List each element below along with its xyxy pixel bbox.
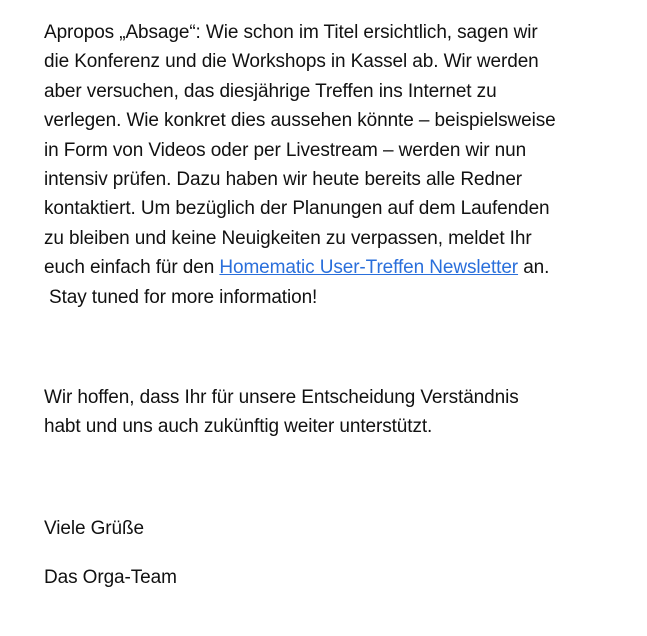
text-line: intensiv prüfen. Dazu haben wir heute bereits alle Redner <box>44 169 523 191</box>
paragraph-spacer <box>44 543 634 563</box>
newsletter-suffix-text: an. <box>518 257 550 279</box>
newsletter-link[interactable]: Homematic User-Treffen Newsletter <box>219 257 519 279</box>
closing-paragraph <box>44 383 634 442</box>
text-line: habt und uns auch zukünftig weiter unterstützt. <box>44 416 433 438</box>
paragraph-spacer <box>44 312 634 383</box>
paragraph-spacer <box>44 442 634 514</box>
newsletter-line <box>44 253 634 282</box>
announcement-paragraph <box>44 18 634 312</box>
text-line: die Konferenz und die Workshops in Kassel ab. Wir werden <box>44 51 539 73</box>
text-line: Apropos „Absage“: Wie schon im Titel ersichtlich, sagen wir <box>44 22 538 43</box>
signature-text <box>44 563 634 592</box>
text-line: verlegen. Wie konkret dies aussehen könnte – beispielsweise <box>44 110 556 132</box>
text-line: aber versuchen, das diesjährige Treffen ins Internet zu <box>44 80 497 102</box>
text-line: kontaktiert. Um bezüglich der Planungen auf dem Laufenden <box>44 198 550 220</box>
text-line: in Form von Videos oder per Livestream – werden wir nun <box>44 139 527 161</box>
stay-tuned-text: Stay tuned for more information! <box>49 286 318 308</box>
text-line: Wir hoffen, dass Ihr für unsere Entscheidung Verständnis <box>44 387 519 409</box>
signature-line: Das Orga-Team <box>44 567 177 589</box>
text-line: zu bleiben und keine Neuigkeiten zu verpassen, meldet Ihr <box>44 227 532 249</box>
greeting-text <box>44 514 634 543</box>
newsletter-prefix-text: euch einfach für den <box>44 257 220 279</box>
email-body <box>44 18 634 593</box>
greeting-line: Viele Grüße <box>44 517 144 539</box>
